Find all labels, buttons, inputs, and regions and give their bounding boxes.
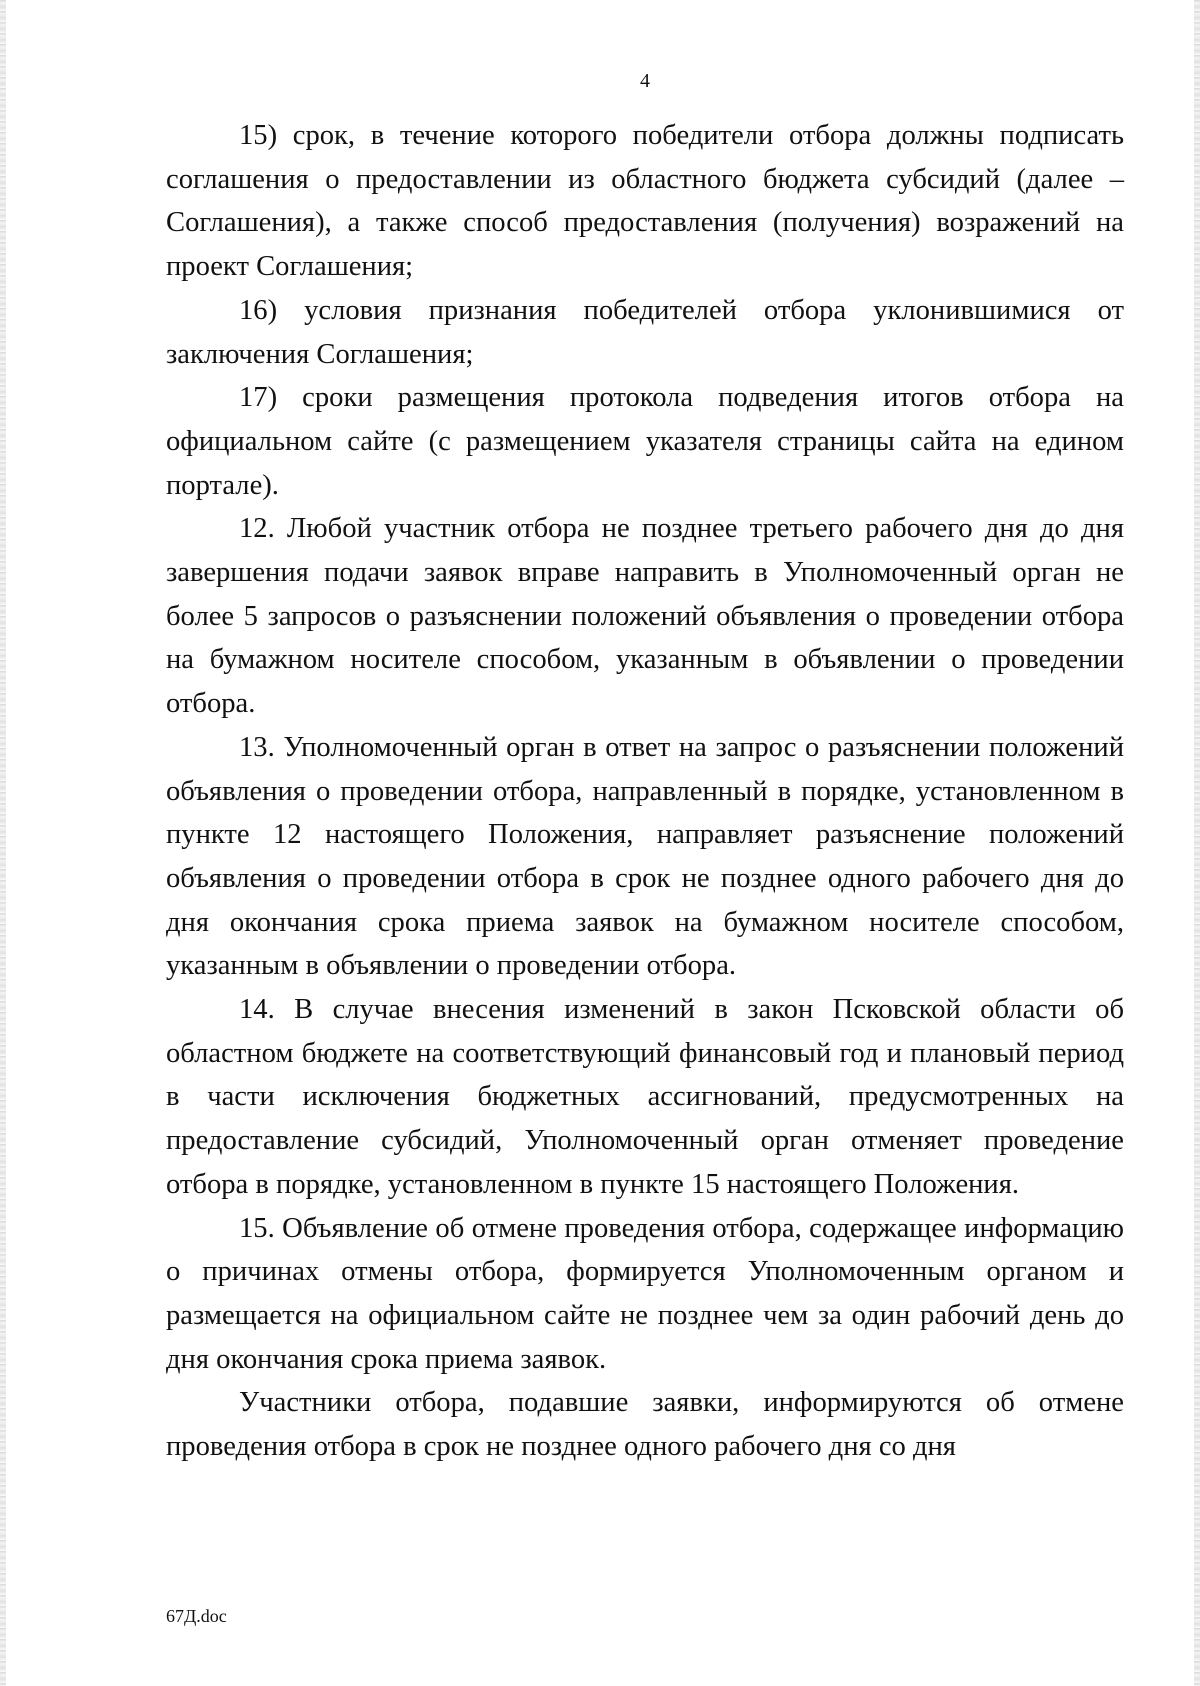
footer-filename: 67Д.doc — [166, 1606, 227, 1626]
paragraph-item-16: 16) условия признания победителей отбора уклонившимися от заключения Соглашения; — [166, 294, 1124, 370]
paragraph-clause-13: 13. Уполномоченный орган в ответ на запрос о разъяснении положений объявления о проведении отбора, направленный в порядке, установленном в пункте 12 настоящего Положения, направляет разъяснение положений объявления о проведении отбора в срок не позднее одного рабочего дня до дня окончания срока приема заявок на бумажном носителе способом, указанным в объявлении о проведении отбора. — [166, 731, 1124, 982]
paragraph-participants-notice: Участники отбора, подавшие заявки, информируются об отмене проведения отбора в срок не позднее одного рабочего дня со дня — [166, 1387, 1124, 1463]
paragraph-clause-15: 15. Объявление об отмене проведения отбора, содержащее информацию о причинах отмены отбора, формируется Уполномоченным органом и размещается на официальном сайте не позднее чем за один рабочий день до дня окончания срока приема заявок. — [166, 1212, 1124, 1375]
paragraph-clause-12: 12. Любой участник отбора не позднее третьего рабочего дня до дня завершения подачи заявок вправе направить в Уполномоченный орган не более 5 запросов о разъяснении положений объявления о проведении отбора на бумажном носителе способом, указанным в объявлении о проведении отбора. — [166, 513, 1124, 720]
scan-edge-right — [1194, 0, 1200, 1686]
paragraph-clause-14: 14. В случае внесения изменений в закон Псковской области об областном бюджете на соответствующий финансовый год и плановый период в части исключения бюджетных ассигнований, предусмотренных на предоставление субсидий, Уполномоченный орган отменяет проведение отбора в порядке, установленном в пункте 15 настоящего Положения. — [166, 994, 1124, 1200]
scan-edge-left — [0, 0, 6, 1686]
paragraph-item-15: 15) срок, в течение которого победители отбора должны подписать соглашения о предоставлении из областного бюджета субсидий (далее – Соглашения), а также способ предоставления (получения) возражений на проект Соглашения; — [166, 120, 1124, 283]
paragraph-item-17: 17) сроки размещения протокола подведения итогов отбора на официальном сайте (с размещением указателя страницы сайта на едином портале). — [166, 382, 1124, 501]
document-body — [166, 114, 1124, 1469]
page-number: 4 — [640, 70, 650, 92]
